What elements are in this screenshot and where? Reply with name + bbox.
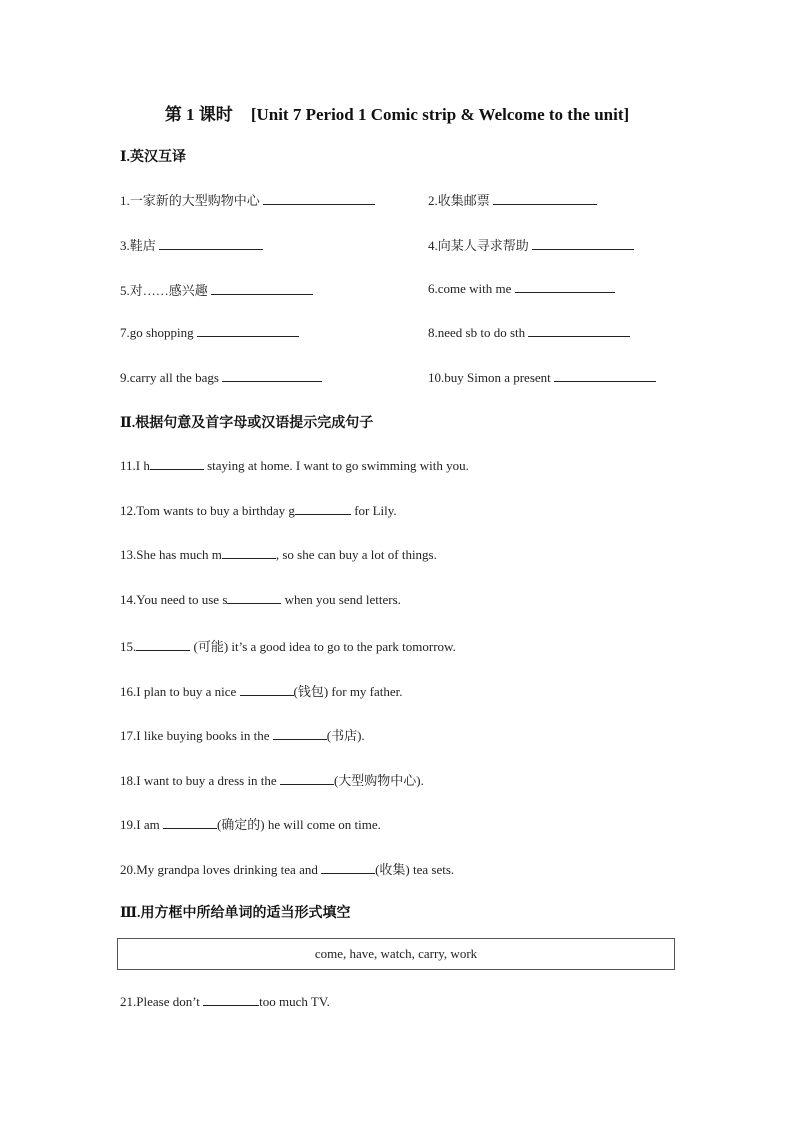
- sentence-post: (书店).: [326, 728, 365, 743]
- sentence-post: for Lily.: [350, 503, 397, 518]
- vocab-item-text: 1.一家新的大型购物中心: [120, 193, 260, 208]
- unit-label: [Unit 7 Period 1 Comic strip & Welcome to the unit]: [250, 105, 630, 124]
- answer-blank[interactable]: [263, 192, 375, 205]
- sentence-pre: 21.Please don’t: [120, 994, 204, 1009]
- sentence-item-12: [120, 502, 397, 519]
- sentence-post: staying at home. I want to go swimming with you.: [203, 458, 469, 473]
- sentence-pre: 18.I want to buy a dress in the: [120, 773, 280, 788]
- sentence-pre: 13.She has much m: [120, 547, 222, 562]
- answer-blank[interactable]: [240, 683, 294, 696]
- answer-blank[interactable]: [295, 502, 351, 515]
- answer-blank[interactable]: [222, 369, 322, 382]
- sentence-pre: 17.I like buying books in the: [120, 728, 273, 743]
- page-title: [0, 100, 794, 125]
- answer-blank[interactable]: [203, 993, 259, 1006]
- sentence-item-15: [120, 636, 456, 655]
- answer-blank[interactable]: [136, 638, 190, 651]
- vocab-item-text: 7.go shopping: [120, 325, 194, 340]
- answer-blank[interactable]: [150, 457, 204, 470]
- section-2-heading: Ⅱ.根据句意及首字母或汉语提示完成句子: [120, 416, 374, 431]
- vocab-item-text: 5.对……感兴趣: [120, 283, 208, 298]
- vocab-item-1: [120, 190, 375, 209]
- answer-blank[interactable]: [197, 324, 299, 337]
- fill-item-21: [120, 993, 330, 1010]
- answer-blank[interactable]: [515, 280, 615, 293]
- vocab-item-text: 9.carry all the bags: [120, 370, 219, 385]
- sentence-pre: 12.Tom wants to buy a birthday g: [120, 503, 295, 518]
- answer-blank[interactable]: [273, 727, 327, 740]
- answer-blank[interactable]: [211, 282, 313, 295]
- vocab-item-text: 10.buy Simon a present: [428, 370, 551, 385]
- sentence-item-18: [120, 770, 424, 789]
- word-box: [117, 938, 675, 970]
- vocab-item-text: 8.need sb to do sth: [428, 325, 526, 340]
- vocab-item-text: 2.收集邮票: [428, 193, 490, 208]
- sentence-pre: 11.I h: [120, 458, 150, 473]
- vocab-item-9: [120, 369, 322, 386]
- word-box-text: come, have, watch, carry, work: [314, 946, 478, 961]
- sentence-post: when you send letters.: [281, 592, 401, 607]
- vocab-item-5: [120, 280, 313, 299]
- sentence-pre: 16.I plan to buy a nice: [120, 684, 240, 699]
- sentence-post: (大型购物中心).: [333, 773, 424, 788]
- sentence-post: (可能) it’s a good idea to go to the park tomorrow.: [190, 639, 456, 654]
- vocab-item-7: [120, 324, 299, 341]
- sentence-post: , so she can buy a lot of things.: [275, 547, 437, 562]
- vocab-item-4: [428, 235, 634, 254]
- answer-blank[interactable]: [227, 591, 281, 604]
- vocab-item-6: [428, 280, 615, 297]
- answer-blank[interactable]: [493, 192, 597, 205]
- sentence-pre: 14.You need to use s: [120, 592, 228, 607]
- sentence-item-19: [120, 814, 381, 833]
- sentence-item-14: [120, 591, 401, 608]
- vocab-item-text: 4.向某人寻求帮助: [428, 238, 529, 253]
- sentence-item-16: [120, 681, 403, 700]
- sentence-pre: 20.My grandpa loves drinking tea and: [120, 862, 322, 877]
- section-1-heading: Ⅰ.英汉互译: [120, 150, 187, 165]
- sentence-item-17: [120, 725, 365, 744]
- answer-blank[interactable]: [554, 369, 656, 382]
- answer-blank[interactable]: [321, 861, 375, 874]
- sentence-post: (钱包) for my father.: [293, 684, 403, 699]
- sentence-post: (收集) tea sets.: [375, 862, 455, 877]
- vocab-item-text: 3.鞋店: [120, 238, 156, 253]
- answer-blank[interactable]: [532, 237, 634, 250]
- sentence-item-13: [120, 546, 437, 563]
- sentence-post: too much TV.: [259, 994, 330, 1009]
- vocab-item-8: [428, 324, 630, 341]
- sentence-post: (确定的) he will come on time.: [216, 817, 381, 832]
- vocab-item-text: 6.come with me: [428, 281, 512, 296]
- lesson-label: 第 1 课时: [164, 105, 233, 124]
- sentence-item-11: [120, 457, 469, 474]
- answer-blank[interactable]: [222, 546, 276, 559]
- answer-blank[interactable]: [159, 237, 263, 250]
- answer-blank[interactable]: [163, 816, 217, 829]
- sentence-item-20: [120, 859, 454, 878]
- section-3-heading: Ⅲ.用方框中所给单词的适当形式填空: [120, 906, 351, 921]
- answer-blank[interactable]: [280, 772, 334, 785]
- vocab-item-2: [428, 190, 597, 209]
- sentence-pre: 15.: [120, 639, 137, 654]
- sentence-pre: 19.I am: [120, 817, 163, 832]
- vocab-item-3: [120, 235, 263, 254]
- vocab-item-10: [428, 369, 656, 386]
- answer-blank[interactable]: [528, 324, 630, 337]
